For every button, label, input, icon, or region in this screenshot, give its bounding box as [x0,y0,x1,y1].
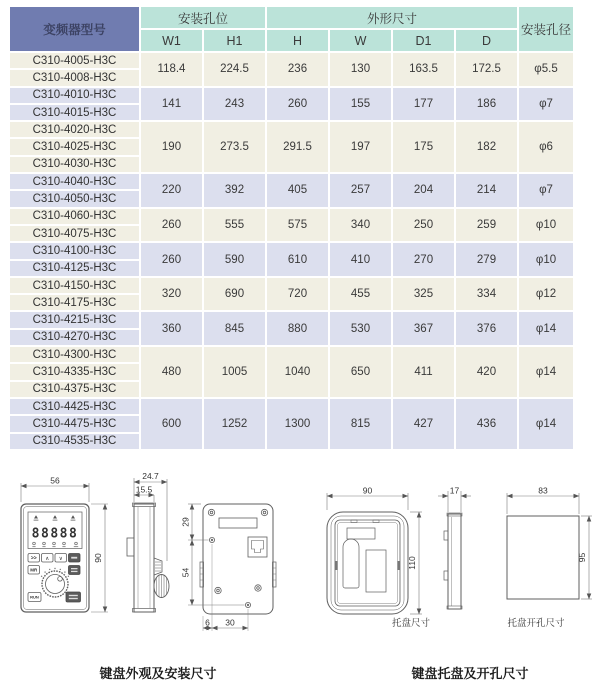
tray-caption: 键盘托盘及开孔尺寸 [411,666,529,681]
hole-cell: φ10 [518,242,574,277]
table-row [9,346,574,363]
w1-cell: 260 [140,242,203,277]
model-cell: C310-4535-H3C [9,433,140,450]
w1-cell: 220 [140,173,203,208]
col-header-h: H [266,29,329,52]
back-hole-span-dim: 54 [180,567,191,578]
d-cell: 376 [455,311,518,346]
w-cell: 340 [329,208,392,243]
w-cell: 650 [329,346,392,398]
d-cell: 182 [455,121,518,173]
h1-cell: 243 [203,87,266,122]
h-cell: 720 [266,277,329,312]
d1-cell: 250 [392,208,455,243]
tray-width-dim: 90 [362,485,373,496]
model-cell: C310-4300-H3C [9,346,140,363]
model-cell: C310-4060-H3C [9,208,140,225]
h1-cell: 392 [203,173,266,208]
h-cell: 575 [266,208,329,243]
w-cell: 530 [329,311,392,346]
col-header-h1: H1 [203,29,266,52]
run-button-label: RUN [30,594,39,600]
hole-cell: φ5.5 [518,52,574,87]
h-cell: 1300 [266,398,329,450]
model-cell: C310-4020-H3C [9,121,140,138]
keypad-back-view [200,504,276,614]
model-cell: C310-4100-H3C [9,242,140,259]
table-row [9,311,574,328]
tray-cutout-view [507,516,579,599]
col-header-model: 变频器型号 [9,6,140,52]
keypad-height-dim: 90 [93,553,103,563]
table-row [9,121,574,138]
h-cell: 405 [266,173,329,208]
model-cell: C310-4015-H3C [9,104,140,121]
hole-cell: φ14 [518,398,574,450]
w-cell: 197 [329,121,392,173]
d-cell: 436 [455,398,518,450]
tray-depth-dim: 17 [449,485,460,496]
col-header-w1: W1 [140,29,203,52]
d1-cell: 411 [392,346,455,398]
tray-side-view [444,513,462,609]
tray-height-dim: 110 [407,556,417,570]
h-cell: 236 [266,52,329,87]
d1-cell: 427 [392,398,455,450]
w1-cell: 480 [140,346,203,398]
h-cell: 610 [266,242,329,277]
d-cell: 334 [455,277,518,312]
keypad-caption: 键盘外观及安装尺寸 [99,666,217,681]
down-button-label: ∨ [58,555,63,562]
model-cell: C310-4050-H3C [9,190,140,207]
col-header-outline-dims: 外形尺寸 [266,6,518,29]
hole-cell: φ10 [518,208,574,243]
w1-cell: 141 [140,87,203,122]
model-cell: C310-4375-H3C [9,381,140,398]
w1-cell: 320 [140,277,203,312]
h1-cell: 273.5 [203,121,266,173]
h1-cell: 555 [203,208,266,243]
hole-cell: φ14 [518,346,574,398]
col-header-w: W [329,29,392,52]
model-cell: C310-4215-H3C [9,311,140,328]
d1-cell: 204 [392,173,455,208]
back-edge-offset-dim: 6 [205,617,210,628]
w-cell: 130 [329,52,392,87]
w-cell: 410 [329,242,392,277]
hole-cell: φ6 [518,121,574,173]
model-cell: C310-4040-H3C [9,173,140,190]
side-pot-knob [154,558,169,598]
ent-button [69,566,81,575]
hole-cell: φ12 [518,277,574,312]
keypad-depth-total-dim: 24.7 [142,471,159,481]
hole-cell: φ7 [518,87,574,122]
d1-cell: 163.5 [392,52,455,87]
keypad-side-view [127,503,169,612]
keypad-front-view [21,504,89,612]
keypad-depth-body-dim: 15.5 [135,484,153,495]
h1-cell: 690 [203,277,266,312]
model-cell: C310-4010-H3C [9,87,140,104]
tray-front-view [327,512,408,614]
tray-keyhole-slot [343,539,359,588]
w1-cell: 118.4 [140,52,203,87]
d-cell: 172.5 [455,52,518,87]
model-cell: C310-4425-H3C [9,398,140,415]
table-row [9,87,574,104]
h1-cell: 1252 [203,398,266,450]
side-connector [127,538,134,556]
h1-cell: 845 [203,311,266,346]
w1-cell: 190 [140,121,203,173]
rj45-jack [248,537,267,557]
table-row [9,242,574,259]
table-row [9,52,574,69]
model-cell: C310-4270-H3C [9,329,140,346]
col-header-hole-dia: 安装孔径 [518,6,574,52]
back-hole-top-dim: 29 [180,517,191,527]
keypad-back-dims [188,504,248,631]
w-cell: 155 [329,87,392,122]
h1-cell: 590 [203,242,266,277]
d-cell: 279 [455,242,518,277]
h-cell: 291.5 [266,121,329,173]
model-cell: C310-4025-H3C [9,138,140,155]
knob [41,568,69,597]
w-cell: 815 [329,398,392,450]
model-cell: C310-4125-H3C [9,260,140,277]
d1-cell: 325 [392,277,455,312]
model-cell: C310-4475-H3C [9,415,140,432]
shift-button-label: >> [30,555,37,562]
model-cell: C310-4030-H3C [9,156,140,173]
table-row [9,398,574,415]
mount-holes [209,537,250,607]
d1-cell: 367 [392,311,455,346]
d-cell: 214 [455,173,518,208]
model-cell: C310-4175-H3C [9,294,140,311]
d1-cell: 177 [392,87,455,122]
table-row [9,208,574,225]
w-cell: 455 [329,277,392,312]
tray-cutout-label: 托盘开孔尺寸 [507,618,565,629]
knob-indicator [58,577,63,582]
hole-cell: φ14 [518,311,574,346]
tray-front-label: 托盘尺寸 [391,618,431,629]
h-cell: 1040 [266,346,329,398]
model-cell: C310-4335-H3C [9,363,140,380]
stop-reset-button [66,592,81,602]
w1-cell: 260 [140,208,203,243]
tray-right-opening [366,550,386,592]
w1-cell: 600 [140,398,203,450]
tray-drawing [300,466,600,648]
table-row [9,277,574,294]
d-cell: 420 [455,346,518,398]
display-digits: 88888 [31,526,79,542]
d-cell: 259 [455,208,518,243]
mr-button-label: MR [30,567,38,573]
back-slot [219,518,257,528]
back-hole-pitch-dim: 30 [225,617,235,628]
d1-cell: 270 [392,242,455,277]
cutout-width-dim: 83 [538,485,548,496]
unit-leds [32,542,78,547]
model-cell: C310-4008-H3C [9,69,140,86]
col-header-mount-holes: 安装孔位 [140,6,266,29]
hole-cell: φ7 [518,173,574,208]
model-cell: C310-4075-H3C [9,225,140,242]
h1-cell: 224.5 [203,52,266,87]
col-header-d1: D1 [392,29,455,52]
model-cell: C310-4150-H3C [9,277,140,294]
table-row [9,173,574,190]
side-clips [200,562,276,587]
keypad-width-dim: 56 [50,475,60,486]
h1-cell: 1005 [203,346,266,398]
h-cell: 880 [266,311,329,346]
h-cell: 260 [266,87,329,122]
w1-cell: 360 [140,311,203,346]
back-screws [208,509,267,593]
tray-window-slot [347,528,375,539]
d1-cell: 175 [392,121,455,173]
spec-table [8,5,575,451]
up-button-label: ∧ [45,555,50,562]
keypad-drawing [0,466,300,648]
status-icons [34,515,76,520]
model-cell: C310-4005-H3C [9,52,140,69]
w-cell: 257 [329,173,392,208]
d-cell: 186 [455,87,518,122]
cutout-height-dim: 95 [577,552,587,563]
col-header-d: D [455,29,518,52]
